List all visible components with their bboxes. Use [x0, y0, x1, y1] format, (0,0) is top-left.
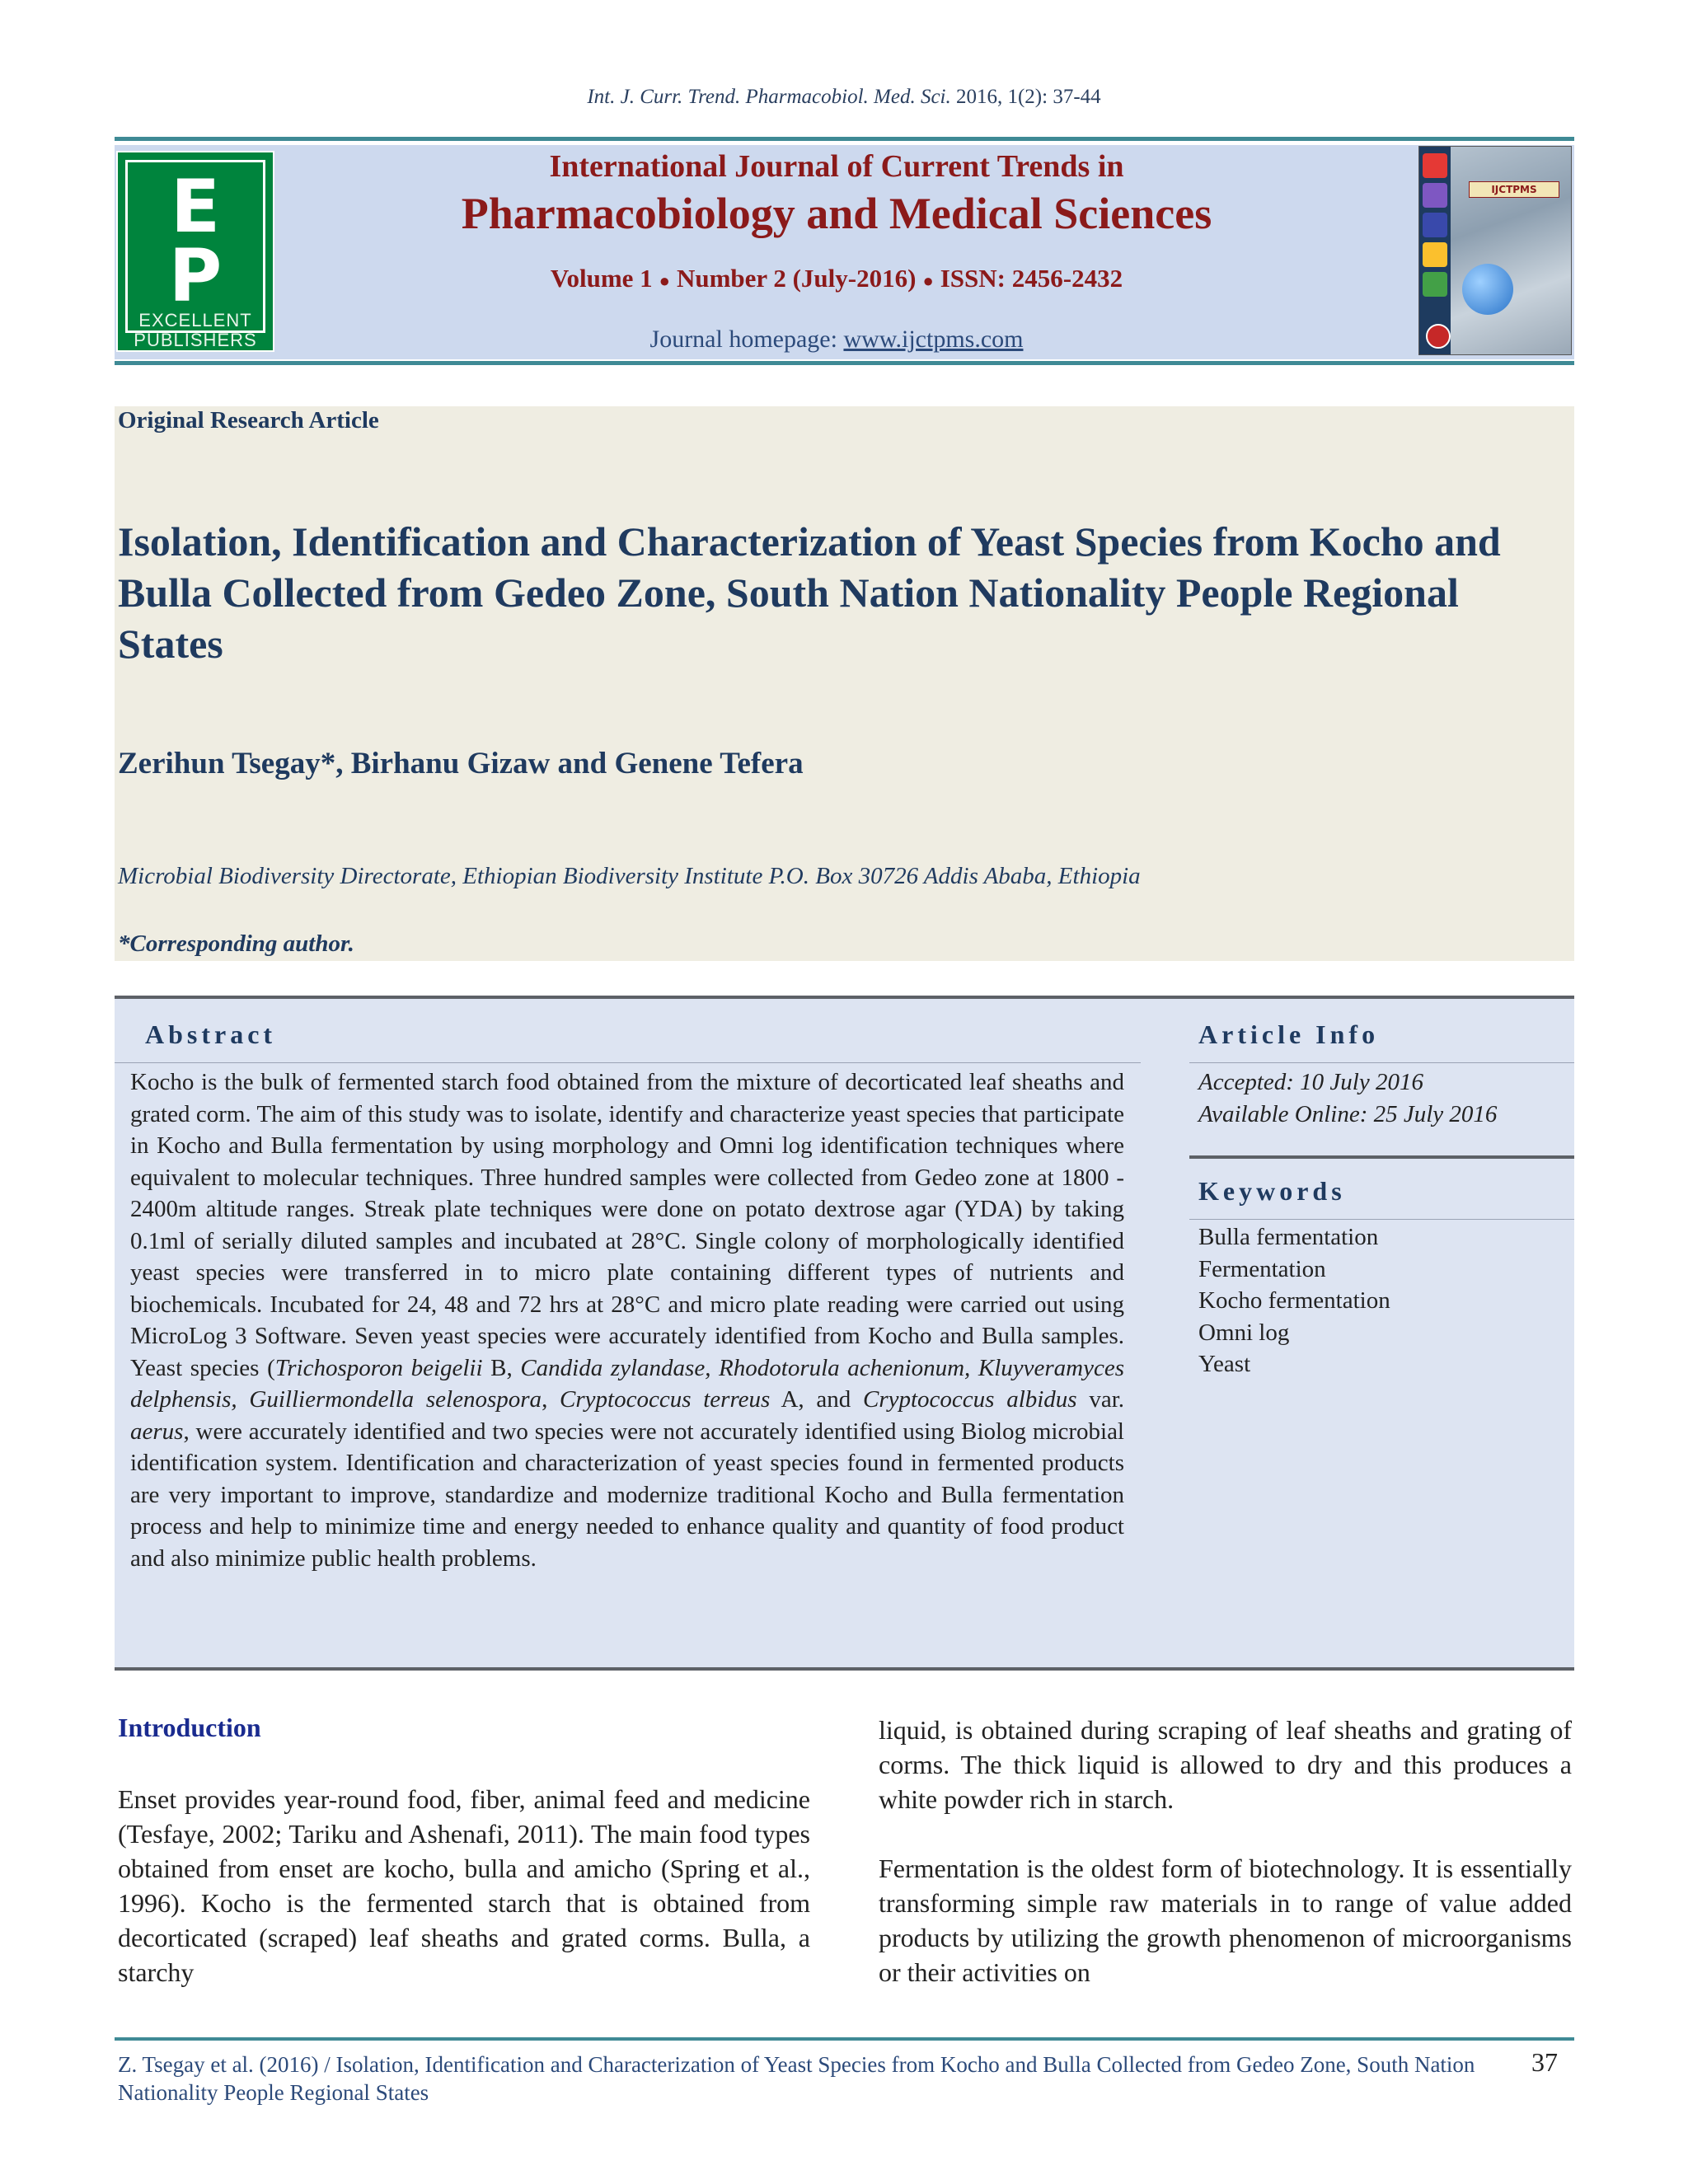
author-list: Zerihun Tsegay*, Birhanu Gizaw and Genene Tefera: [118, 747, 804, 780]
journal-abbreviation: Int. J. Curr. Trend. Pharmacobiol. Med. Sci.: [587, 86, 951, 108]
cover-tile-icon: [1423, 272, 1447, 297]
article-title: Isolation, Identification and Characterization of Yeast Species from Kocho and Bulla Collected from Gedeo Zone, South Nation Nationality People Regional States: [118, 518, 1501, 667]
logo-text-excellent: EXCELLENT: [138, 310, 252, 330]
journal-kicker: International Journal of Current Trends in: [549, 149, 1124, 184]
keyword-item: Fermentation: [1198, 1255, 1326, 1282]
accepted-date: Accepted: 10 July 2016: [1198, 1069, 1423, 1095]
article-info-heading: Article Info: [1198, 1019, 1380, 1049]
abstract-heading: Abstract: [145, 1019, 277, 1049]
article-info-divider: [1189, 1062, 1574, 1063]
page-number: 37: [1531, 2047, 1558, 2077]
keyword-item: Bulla fermentation: [1198, 1224, 1379, 1250]
article-type: Original Research Article: [118, 407, 379, 434]
article-info-section-rule: [1189, 1155, 1574, 1159]
body-paragraph-fermentation: Fermentation is the oldest form of biotechnology. It is essentially transforming simple raw materials in to range of value added products by utilizing the growth phenomenon of microorganisms or their activities on: [879, 1854, 1572, 1987]
available-online-date: Available Online: 25 July 2016: [1198, 1101, 1498, 1127]
keywords-heading: Keywords: [1198, 1176, 1346, 1206]
logo-letter-e: E: [170, 164, 221, 249]
keyword-item: Omni log: [1198, 1319, 1290, 1346]
keywords-list: [1198, 1221, 1390, 1380]
introduction-heading: Introduction: [118, 1713, 261, 1742]
volume-label: Volume 1: [550, 264, 653, 293]
bullet-icon: ●: [659, 269, 670, 291]
cover-sphere-icon: [1462, 264, 1513, 315]
abstract-text-run: A, and: [770, 1386, 863, 1413]
cover-emblem-icon: [1426, 324, 1451, 349]
species-name: Cryptococcus albidus: [863, 1386, 1077, 1413]
cover-tile-icon: [1423, 242, 1447, 267]
masthead-top-rule: [115, 137, 1574, 141]
species-name: Trichosporon beigelii: [274, 1354, 483, 1381]
number-label: Number 2 (July-2016): [676, 264, 917, 293]
keyword-item: Kocho fermentation: [1198, 1287, 1390, 1314]
logo-letter-p: P: [168, 233, 223, 318]
keywords-divider: [1189, 1219, 1574, 1220]
species-name: aerus: [130, 1418, 184, 1445]
cover-title: IJCTPMS: [1469, 181, 1559, 198]
homepage-label: Journal homepage:: [649, 326, 837, 353]
introduction-paragraph: Enset provides year-round food, fiber, animal feed and medicine (Tesfaye, 2002; Tariku and Ashenafi, 2011). The main food types obtained from enset are kocho, bulla and amicho (Spring et al., 1996). Kocho is the fermented starch that is obtained from decorticated (scraped) leaf sheaths and grated corms. Bulla, a starchy: [118, 1784, 810, 1987]
homepage-link[interactable]: www.ijctpms.com: [843, 326, 1024, 353]
body-paragraph-continued: liquid, is obtained during scraping of leaf sheaths and grating of corms. The thick liquid is allowed to dry and this produces a white powder rich in starch.: [879, 1715, 1572, 1814]
journal-title: Pharmacobiology and Medical Sciences: [461, 189, 1212, 238]
abstract-heading-divider: [115, 1062, 1141, 1063]
species-name: Cryptococcus terreus: [560, 1386, 771, 1413]
abstract-body: [130, 1066, 1124, 1574]
footer-citation: Z. Tsegay et al. (2016) / Isolation, Identification and Characterization of Yeast Species from Kocho and Bulla Collected from Gedeo Zone, South Nation Nationality People Regional States: [118, 2052, 1475, 2105]
abstract-text-run: , were accurately identified and two species were not accurately identified using Biolog microbial identification system. Identification and characterization of yeast species found in fermented products are very important to improve, standardize and modernize traditional Kocho and Bulla fermentation process and help to minimize time and energy needed to enhance quality and quantity of food product and also minimize public health problems.: [130, 1418, 1124, 1572]
keyword-item: Yeast: [1198, 1351, 1251, 1377]
journal-homepage: [297, 326, 1376, 354]
running-head: [0, 86, 1688, 109]
issue-citation: 2016, 1(2): 37-44: [955, 86, 1101, 108]
cover-tile-icon: [1423, 183, 1447, 208]
cover-tile-icon: [1423, 153, 1447, 178]
footer-rule: [115, 2037, 1574, 2041]
journal-volume-line: [297, 264, 1376, 293]
publisher-logo: [116, 151, 274, 352]
logo-text-publishers: PUBLISHERS: [134, 330, 257, 350]
abstract-bottom-rule: [115, 1667, 1574, 1671]
abstract-text-run: var.: [1076, 1386, 1125, 1413]
author-affiliation: Microbial Biodiversity Directorate, Ethiopian Biodiversity Institute P.O. Box 30726 Addis Ababa, Ethiopia: [118, 863, 1141, 889]
issn-label: ISSN: 2456-2432: [940, 264, 1123, 293]
species-name: Candida zylandase, Rhodotorula achenionum, Kluyveramyces delphensis, Guilliermondella selenospora: [130, 1354, 1125, 1413]
abstract-text-run: Kocho is the bulk of fermented starch food obtained from the mixture of decorticated leaf sheaths and grated corm. The aim of this study was to isolate, identify and characterize yeast species that participate in Kocho and Bulla fermentation by using morphology and Omni log identification techniques where equivalent to molecular techniques. Three hundred samples were collected from Gedeo zone at 1800 - 2400m altitude ranges. Streak plate techniques were done on potato dextrose agar (YDA) by taking 0.1ml of serially diluted samples and incubated at 28°C. Single colony of morphologically identified yeast species were transferred in to micro plate containing different types of nutrients and biochemicals. Incubated for 24, 48 and 72 hrs at 28°C and micro plate reading were carried out using MicroLog 3 Software. Seven yeast species were accurately identified from Kocho and Bulla samples. Yeast species (: [130, 1069, 1124, 1381]
journal-cover-image: [1418, 146, 1572, 355]
abstract-text-run: B,: [482, 1354, 521, 1381]
article-dates: [1198, 1066, 1497, 1131]
abstract-text-run: ,: [542, 1386, 560, 1413]
masthead-bottom-rule: [115, 361, 1574, 365]
bullet-icon: ●: [922, 269, 934, 291]
corresponding-author-note: *Corresponding author.: [118, 930, 354, 957]
cover-tile-icon: [1423, 213, 1447, 237]
